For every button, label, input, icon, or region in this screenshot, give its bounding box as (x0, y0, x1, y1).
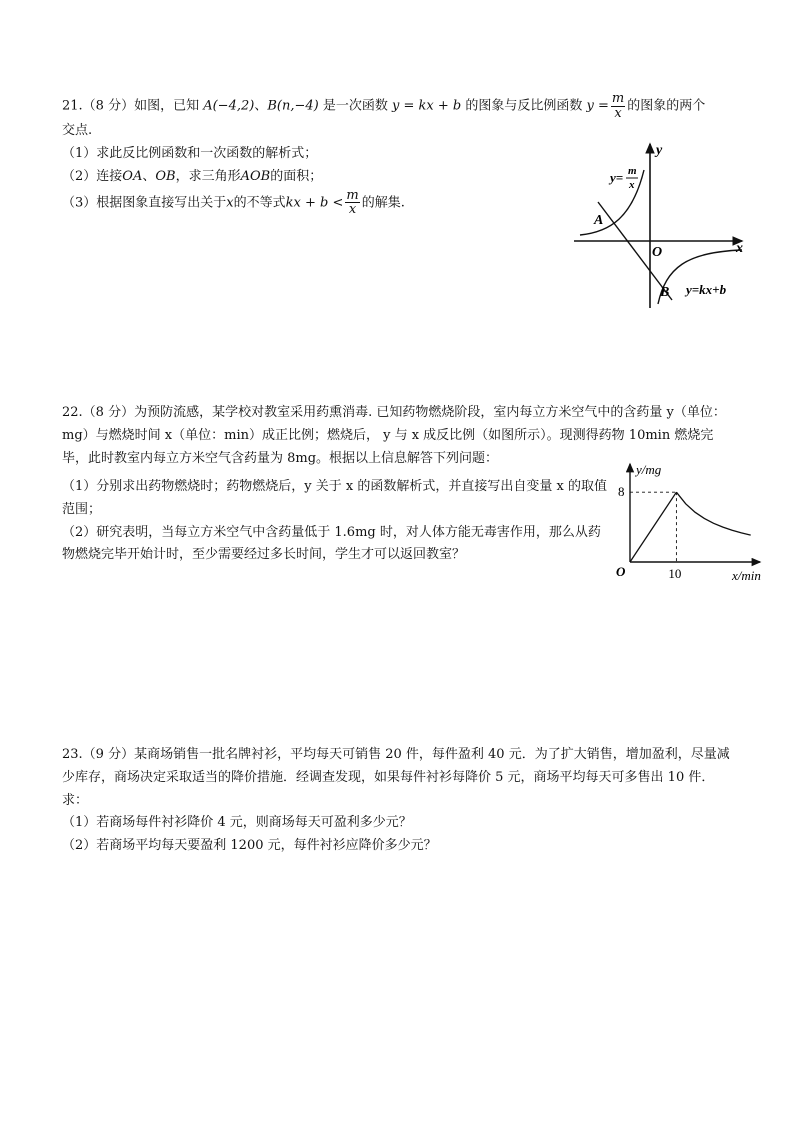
q21-figure (570, 140, 750, 312)
point-a-label: A (594, 213, 604, 228)
q23-stem: 23.（9 分）某商场销售一批名牌衬衫，平均每天可销售 20 件，每件盈利 40 元．为了扩大销售，增加盈利，尽量减少库存，商场决定采取适当的降价措施．经调查发现，如果每件衬衫每降价 5 元，商场平均每天可多售出 10 件．求： (62, 747, 730, 808)
curve-label-prefix: y= (610, 170, 624, 185)
q22-sub2: （2）研究表明，当每立方米空气中含药量低于 1.6mg 时，对人体方能无毒害作用，那么从药物燃烧完毕开始计时，至少需要经过多长时间，学生才可以返回教室？ (62, 524, 601, 563)
chart-y-tick-8: 8 (618, 484, 625, 500)
q21-sub1: （1）求此反比例函数和一次函数的解析式； (62, 146, 318, 162)
chart-x-label: x/min (732, 568, 761, 583)
q22-chart (610, 458, 770, 586)
question-23 (62, 744, 734, 858)
point-b-label: B (660, 285, 670, 300)
point-b: B(n,−4) (267, 98, 319, 114)
q22-stem: 22.（8 分）为预防流感，某学校对教室采用药熏消毒. 已知药物燃烧阶段，室内每立方米空气中的含药量 y（单位：mg）与燃烧时间 x（单位：min）成正比例；燃烧后， y 与 x 成反比例（如图所示）。现测得药物 10min 燃烧完毕，此时教室内每立方米空气含药量为 8mg。根据以上信息解答下列问题： (62, 405, 726, 466)
line-label: y=kx+b (686, 282, 727, 297)
q21-stem-line1: 21.（8 分）如图，已知 A(−4,2)、B(n,−4) 是一次函数 y = kx + b 的图象与反比例函数 y = $\frac{m}{x}$ 的图象的两个 (62, 91, 706, 121)
fraction-m-over-x-2: $\frac{m}{x}$ (346, 187, 359, 218)
chart-origin: O (616, 564, 626, 579)
point-a: A(−4,2) (203, 98, 255, 114)
q23-sub2: （2）若商场平均每天要盈利 1200 元，每件衬衫应降价多少元？ (62, 838, 437, 853)
q21-sub3: （3）根据图象直接写出关于x的不等式kx + b < $\frac{m}{x}$ 的解集. (62, 187, 405, 218)
curve-label-numerator: m (628, 165, 637, 177)
series-after-burning-curve (676, 492, 750, 535)
q23-sub1: （1）若商场每件衬衫降价 4 元，则商场每天可盈利多少元？ (62, 815, 412, 831)
x-axis-label: x (736, 241, 743, 256)
q21-stem-line2: 交点. (62, 123, 93, 139)
origin-label: O (652, 245, 663, 260)
y-axis-label: y (656, 143, 663, 158)
chart-y-label: y/mg (636, 462, 662, 477)
series-burning-line (630, 492, 676, 562)
q22-sub1: （1）分别求出药物燃烧时；药物燃烧后，y 关于 x 的函数解析式，并直接写出自变量 x 的取值范围； (62, 479, 607, 517)
q21-sub2: （2）连接OA、OB，求三角形AOB的面积； (62, 168, 323, 184)
linear-function: y = kx + b (392, 98, 462, 114)
curve-label-denominator: x (629, 179, 635, 191)
q22-subquestions (62, 476, 610, 567)
fraction-m-over-x: $\frac{m}{x}$ (611, 91, 625, 121)
chart-x-tick-10: 10 (668, 566, 682, 581)
